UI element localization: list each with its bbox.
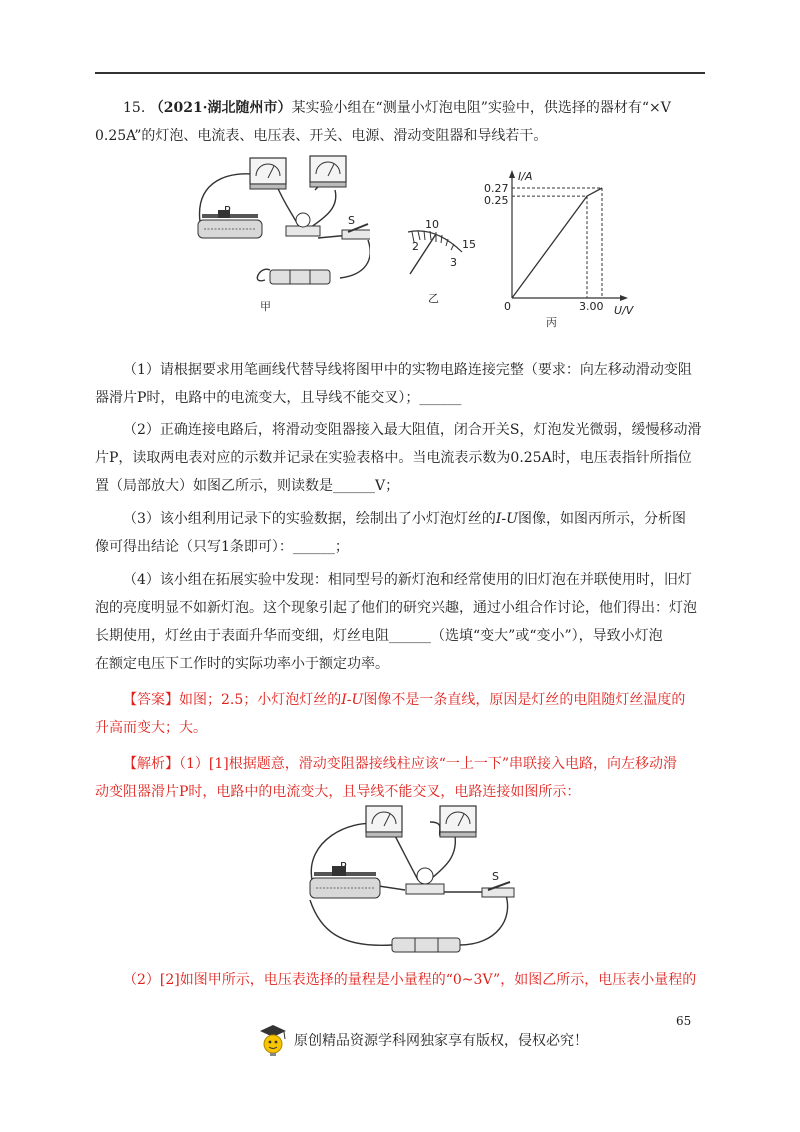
question-intro: 15. （2021·湖北随州市）某实验小组在“测量小灯泡电阻”实验中，供选择的器材有“×V 0.25A”的灯泡、电流表、电压表、开关、电源、滑动变阻器和导线若干。 [95,100,671,144]
x-tick-label-300: 3.00 [579,300,604,313]
question-part-4: （4）该小组在拓展实验中发现：相同型号的新灯泡和经常使用的旧灯泡在并联使用时，旧灯 泡的亮度明显不如新灯泡。这个现象引起了他们的研究兴趣，通过小组合作讨论，他们得出：灯泡 长期使用，灯丝由于表面升华而变细，灯丝电阻______（选填“变大”或“变小”），导致小灯泡 在额定电压下工作时的实际功率小于额定功率。 [95,572,697,672]
x-axis-label: U/V [614,304,634,317]
footer-copyright: 原创精品资源学科网独家享有版权，侵权必究！ [294,1033,588,1049]
s-label: S [348,214,355,227]
question-part-2: （2）正确连接电路后，将滑动变阻器接入最大阻值，闭合开关S，灯泡发光微弱，缓慢移动滑 片P，读取两电表对应的示数并记录在实验表格中。当电流表示数为0.25A时，电压表指针所指位 置（局部放大）如图乙所示，则读数是______V； [95,422,702,494]
iu-curve [512,188,602,298]
question-number: 15. [123,100,146,116]
origin-label: 0 [504,300,511,313]
header-rule [95,72,705,74]
question-source: （2021·湖北随州市） [149,100,292,116]
figure-bing-label: 丙 [546,316,557,328]
svg-text:15: 15 [462,238,476,251]
explanation-part-2: （2）[2]如图甲所示，电压表选择的量程是小量程的“0~3V”，如图乙所示，电压表小量程的 [123,972,697,988]
answer-tag: 【答案】 [123,692,179,708]
figure-yi-label: 乙 [428,292,439,305]
answer-block: 【答案】如图；2.5；小灯泡灯丝的I-U图像不是一条直线，原因是灯丝的电阻随灯丝温度的 升高而变大；大。 [95,692,686,736]
svg-text:10: 10 [425,218,439,231]
answer-circuit-figure [300,800,520,962]
question-part-3: （3）该小组利用记录下的实验数据，绘制出了小灯泡灯丝的I-U图像，如图丙所示，分析图 像可得出结论（只写1条即可）：______； [95,511,686,555]
svg-text:3: 3 [450,256,457,269]
footer [256,1020,588,1060]
y-tick-label-025: 0.25 [484,194,509,208]
question-part-1: （1）请根据要求用笔画线代替导线将图甲中的实物电路连接完整（要求：向左移动滑动变阻 器滑片P时，电路中的电流变大，且导线不能交叉）；______ [95,362,692,406]
figure-jia-label: 甲 [260,300,271,312]
page-number: 65 [676,1014,692,1028]
figure-jia-circuit [190,150,370,312]
figure-bing-chart [484,160,644,328]
svg-text:S: S [492,870,499,883]
mascot-icon [256,1023,290,1057]
y-tick-label-027: 0.27 [484,182,509,195]
y-axis-label: I/A [518,170,533,183]
figure-yi-dial [400,212,480,312]
svg-text:2: 2 [412,240,419,253]
explanation-tag: 【解析】 [123,756,179,772]
explanation-block: 【解析】（1）[1]根据题意，滑动变阻器接线柱应该“一上一下”串联接入电路，向左移动滑 动变阻器滑片P时，电路中的电流变大，且导线不能交叉，电路连接如图所示： [95,756,678,800]
